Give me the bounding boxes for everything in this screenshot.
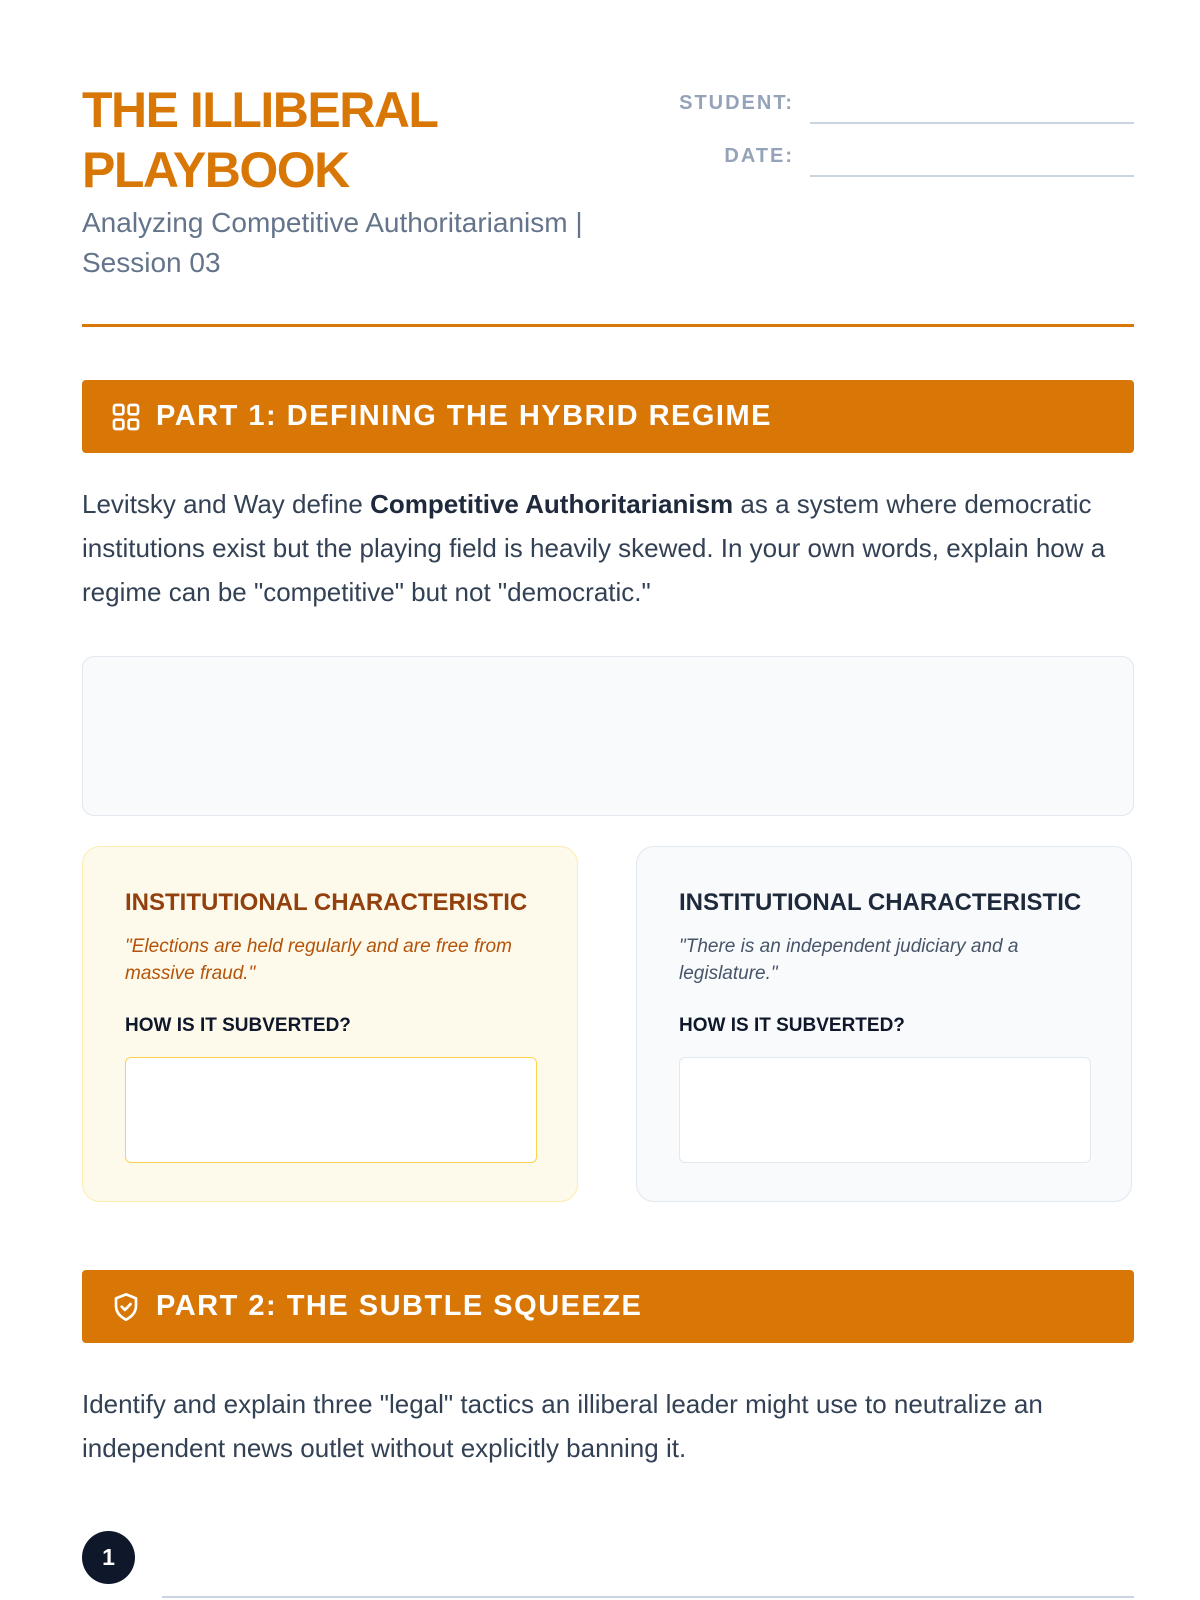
section-title-part2: PART 2: THE SUBTLE SQUEEZE [156, 1290, 643, 1322]
part2-prompt: Identify and explain three "legal" tactics an illiberal leader might use to neutralize an independent news outlet without explicitly banning it. [82, 1389, 1043, 1463]
page-subtitle: Analyzing Competitive Authoritarianism | Session 03 [82, 207, 583, 278]
page-title: THE ILLIBERAL PLAYBOOK [82, 82, 437, 198]
date-field [640, 137, 1134, 177]
student-field [640, 84, 1134, 124]
section-header-part1 [82, 380, 1134, 453]
part1-prompt-term: Competitive Authoritarianism [370, 489, 734, 519]
card-answer-box[interactable] [125, 1057, 537, 1163]
characteristic-card-judiciary [636, 846, 1132, 1202]
part1-prompt [82, 482, 1134, 614]
part1-prompt-body: as a system where democratic institutions exist but the playing field is heavily skewed. In your own words, explain how a regime can be "competitive" but not "democratic." [82, 489, 1106, 607]
card-quote: "There is an independent judiciary and a legislature." [679, 936, 1019, 984]
date-label: DATE: [724, 145, 794, 167]
card-title: INSTITUTIONAL CHARACTERISTIC [679, 889, 1082, 916]
card-question: HOW IS IT SUBVERTED? [125, 1015, 351, 1036]
student-input-line[interactable] [810, 122, 1134, 124]
item-answer-line[interactable] [162, 1596, 1134, 1598]
student-label: STUDENT: [679, 92, 794, 114]
part1-answer-area[interactable] [82, 656, 1134, 816]
characteristic-card-elections [82, 846, 578, 1202]
section-title-part1: PART 1: DEFINING THE HYBRID REGIME [156, 400, 772, 432]
card-answer-box[interactable] [679, 1057, 1091, 1163]
card-question: HOW IS IT SUBVERTED? [679, 1015, 905, 1036]
card-title: INSTITUTIONAL CHARACTERISTIC [125, 889, 528, 916]
part1-prompt-intro: Levitsky and Way define [82, 489, 371, 519]
shield-check-icon [110, 1291, 142, 1323]
date-input-line[interactable] [810, 175, 1134, 177]
grid-icon [110, 401, 142, 433]
card-quote: "Elections are held regularly and are free from massive fraud." [125, 936, 512, 984]
header-divider [82, 324, 1134, 327]
section-header-part2 [82, 1270, 1134, 1343]
item-number-badge: 1 [82, 1531, 135, 1584]
